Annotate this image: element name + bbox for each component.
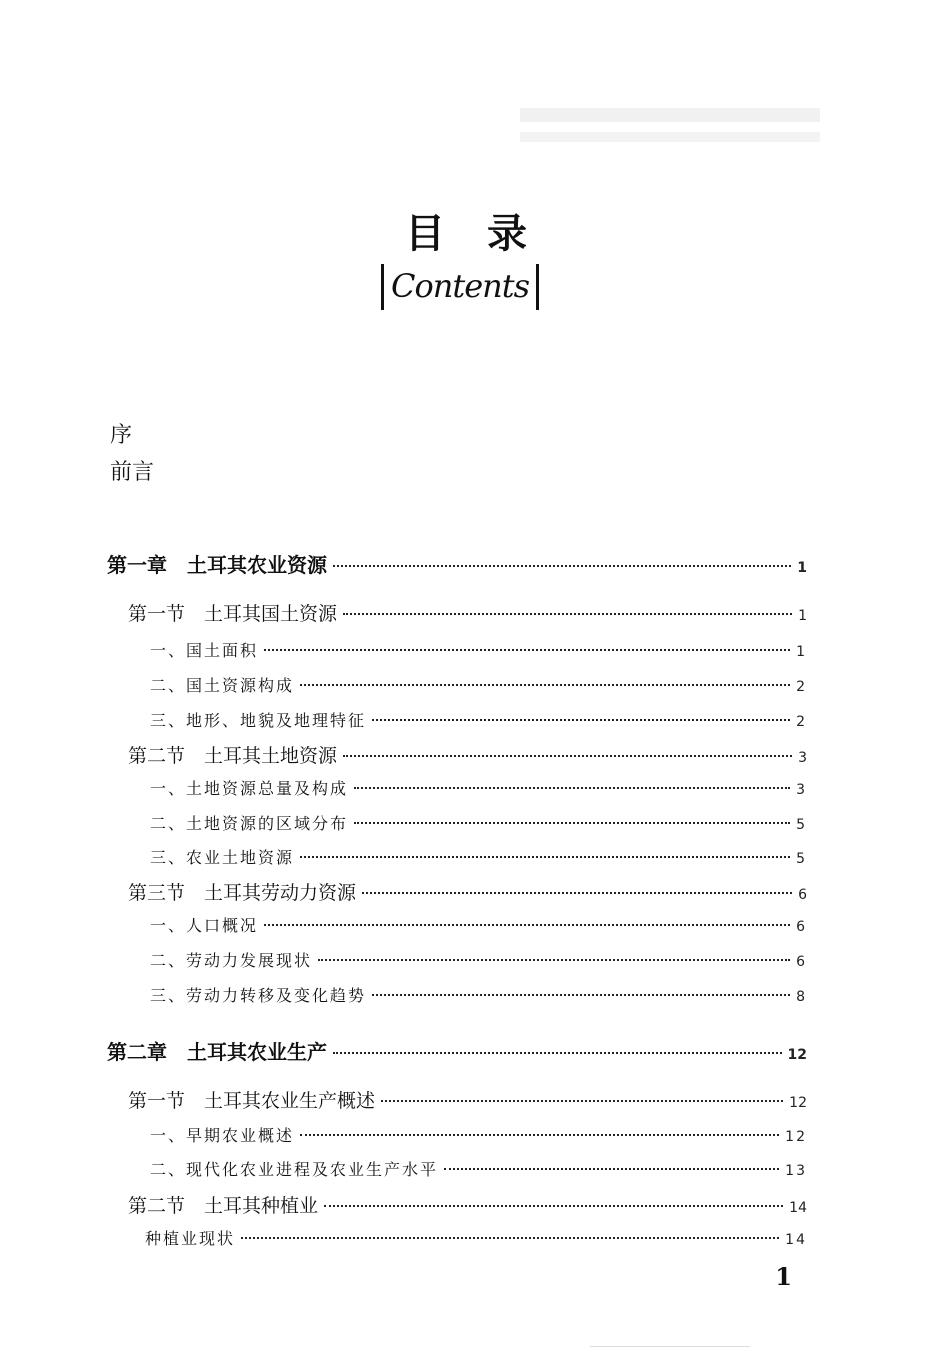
dot-leader [333,1052,782,1054]
toc-entry-page: 14 [785,1232,807,1248]
toc-entry-section[interactable] [128,599,807,626]
banner-right-bar [536,264,539,310]
dot-leader [300,856,790,858]
dot-leader [300,684,790,686]
toc-entry-item[interactable] [150,913,807,936]
front-matter-foreword[interactable]: 前言 [110,460,155,485]
toc-entry-item[interactable] [150,1157,807,1180]
toc-entry-section[interactable] [128,741,807,768]
toc-entry-page: 2 [796,714,807,730]
toc-entry-item[interactable] [150,708,807,731]
toc-entry-page: 12 [785,1129,807,1145]
bleed-through-shadow [520,132,820,142]
toc-entry-label: 三、地形、地貌及地理特征 [150,711,367,730]
toc-entry-item[interactable] [150,983,807,1006]
contents-banner [378,262,542,314]
toc-entry-page: 12 [787,1047,807,1063]
dot-leader [324,1205,783,1207]
toc-entry-item[interactable] [150,673,807,696]
toc-entry-label: 第二节 土耳其种植业 [128,1195,319,1217]
dot-leader [300,1134,779,1136]
toc-entry-chapter[interactable] [107,1036,807,1065]
toc-entry-page: 14 [789,1200,807,1216]
bleed-through-shadow [520,108,820,122]
toc-entry-page: 13 [785,1163,807,1179]
toc-entry-section[interactable] [128,878,807,905]
toc-entry-label: 三、劳动力转移及变化趋势 [150,986,367,1005]
toc-entry-item[interactable] [150,638,807,661]
dot-leader [343,755,792,757]
dot-leader [372,719,790,721]
toc-entry-page: 3 [798,750,807,766]
toc-entry-page: 5 [796,817,807,833]
toc-entry-page: 1 [798,608,807,624]
dot-leader [354,822,790,824]
dot-leader [318,959,790,961]
toc-entry-label: 三、农业土地资源 [150,848,295,867]
dot-leader [264,649,790,651]
dot-leader [354,787,790,789]
toc-entry-label: 一、人口概况 [150,916,259,935]
toc-entry-chapter[interactable] [107,549,807,578]
toc-entry-item[interactable] [150,1123,807,1146]
dot-leader [241,1237,779,1239]
toc-entry-label: 第一章 土耳其农业资源 [107,553,327,577]
toc-entry-item[interactable] [150,811,807,834]
page-title: 目录 [405,210,569,257]
toc-entry-label: 第一节 土耳其国土资源 [128,603,338,625]
dot-leader [444,1168,779,1170]
page-edge-line [590,1346,750,1347]
dot-leader [372,994,790,996]
toc-entry-page: 1 [796,644,807,660]
toc-entry-item[interactable] [150,845,807,868]
toc-entry-label: 一、早期农业概述 [150,1126,295,1145]
toc-entry-section[interactable] [128,1086,807,1113]
toc-entry-page: 6 [796,919,807,935]
toc-entry-page: 1 [797,560,807,576]
toc-entry-item[interactable] [145,1226,807,1249]
toc-entry-label: 一、国土面积 [150,641,259,660]
front-matter-preface[interactable]: 序 [110,423,133,448]
toc-entry-page: 3 [796,782,807,798]
contents-subtitle: Contents [390,267,530,305]
dot-leader [264,924,790,926]
dot-leader [333,565,791,567]
toc-entry-label: 第三节 土耳其劳动力资源 [128,882,357,904]
toc-entry-item[interactable] [150,948,807,971]
toc-entry-page: 6 [796,954,807,970]
toc-entry-label: 一、土地资源总量及构成 [150,779,349,798]
toc-entry-page: 6 [798,887,807,903]
dot-leader [381,1100,783,1102]
toc-entry-label: 种植业现状 [145,1229,236,1248]
toc-entry-label: 二、劳动力发展现状 [150,951,313,970]
toc-entry-label: 二、土地资源的区域分布 [150,814,349,833]
toc-entry-label: 第二章 土耳其农业生产 [107,1040,327,1064]
toc-entry-label: 第二节 土耳其土地资源 [128,745,338,767]
page-number: 1 [775,1262,792,1291]
toc-entry-page: 5 [796,851,807,867]
toc-entry-label: 第一节 土耳其农业生产概述 [128,1090,376,1112]
dot-leader [362,892,792,894]
toc-entry-page: 8 [796,989,807,1005]
toc-entry-label: 二、现代化农业进程及农业生产水平 [150,1160,439,1179]
dot-leader [343,613,792,615]
toc-entry-section[interactable] [128,1191,807,1218]
toc-entry-label: 二、国土资源构成 [150,676,295,695]
toc-entry-item[interactable] [150,776,807,799]
toc-entry-page: 12 [789,1095,807,1111]
toc-entry-page: 2 [796,679,807,695]
